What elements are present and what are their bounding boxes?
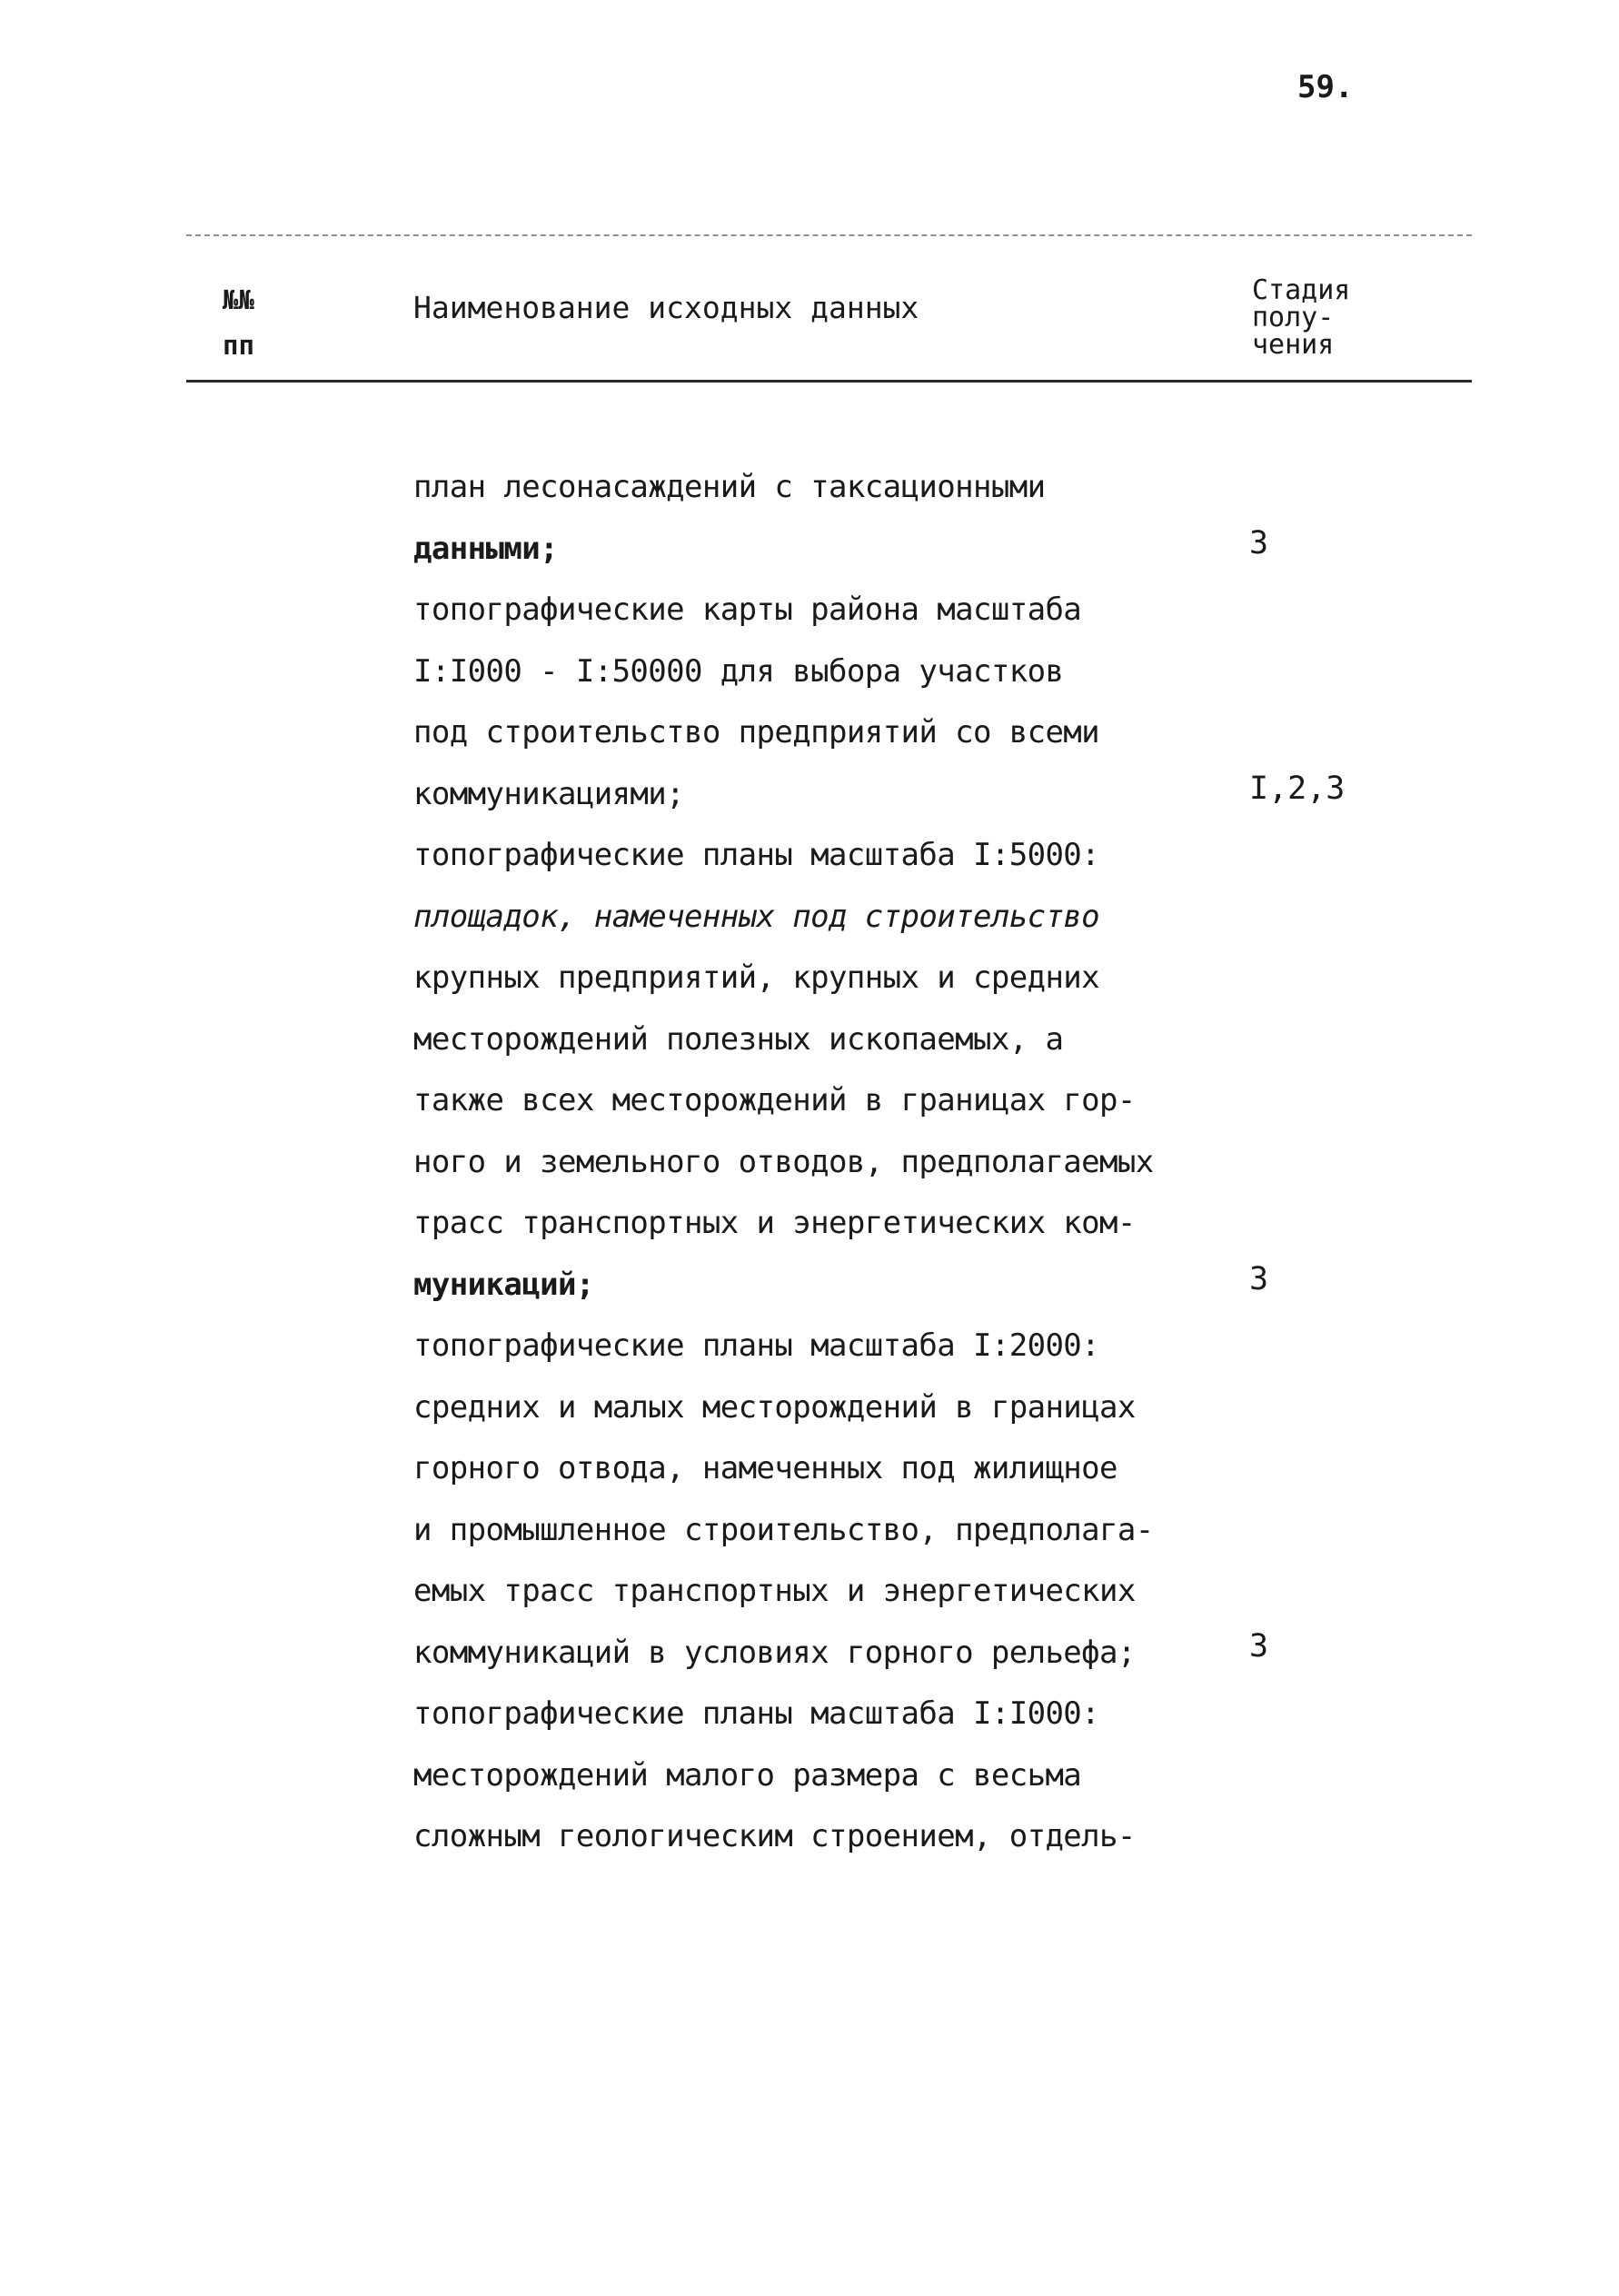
body-line: трасс транспортных и энергетических ком- [413, 1205, 1136, 1241]
body-line: топографические планы масштаба I:2000: [413, 1327, 1100, 1364]
page-number: 59. [1297, 69, 1354, 105]
body-line: и промышленное строительство, предполага- [413, 1511, 1154, 1548]
body-line: ного и земельного отводов, предполагаемых [413, 1143, 1154, 1180]
header-number-column [223, 277, 277, 368]
body-line: топографические планы масштаба I:I000: [413, 1695, 1100, 1732]
body-line: месторождений малого размера с весьма [413, 1756, 1082, 1794]
header-name-column: Наименование исходных данных [413, 290, 919, 325]
header-stage-line-1: Стадия [1252, 274, 1351, 306]
body-line: площадок, намеченных под строительство [413, 898, 1100, 935]
stage-value: 3 [1249, 525, 1269, 562]
body-line: I:I000 - I:50000 для выбора участков [413, 652, 1064, 690]
body-line: топографические карты района масштаба [413, 591, 1082, 628]
body-line: средних и малых месторождений в границах [413, 1388, 1136, 1426]
body-line: крупных предприятий, крупных и средних [413, 959, 1100, 996]
body-text [413, 457, 1213, 1868]
table-top-rule [186, 234, 1472, 236]
body-line: емых трасс транспортных и энергетических [413, 1573, 1136, 1609]
body-line: под строительство предприятий со всеми [413, 714, 1100, 750]
header-stage-column [1252, 274, 1388, 361]
body-line: план лесонасаждений с таксационными [413, 469, 1046, 505]
header-stage-line-3: чения [1252, 329, 1335, 361]
stage-value: 3 [1249, 1261, 1269, 1297]
body-line: топографические планы масштаба I:5000: [413, 837, 1100, 873]
body-line: коммуникаций в условиях горного рельефа; [413, 1634, 1136, 1671]
body-line: горного отвода, намеченных под жилищное [413, 1450, 1117, 1486]
header-number-line-1: №№ [223, 284, 254, 315]
body-line: коммуникациями; [413, 775, 685, 812]
header-stage-line-2: полу- [1252, 302, 1335, 333]
body-line: данными; [413, 530, 558, 567]
body-line: сложным геологическим строением, отдель- [413, 1818, 1136, 1854]
body-line: муникаций; [413, 1266, 594, 1303]
stage-value: I,2,3 [1249, 770, 1346, 807]
table-header-rule [186, 380, 1472, 383]
stage-value: 3 [1249, 1628, 1269, 1665]
body-line: также всех месторождений в границах гор- [413, 1082, 1136, 1118]
body-line: месторождений полезных ископаемых, а [413, 1020, 1064, 1058]
header-number-line-2: пп [223, 330, 254, 361]
